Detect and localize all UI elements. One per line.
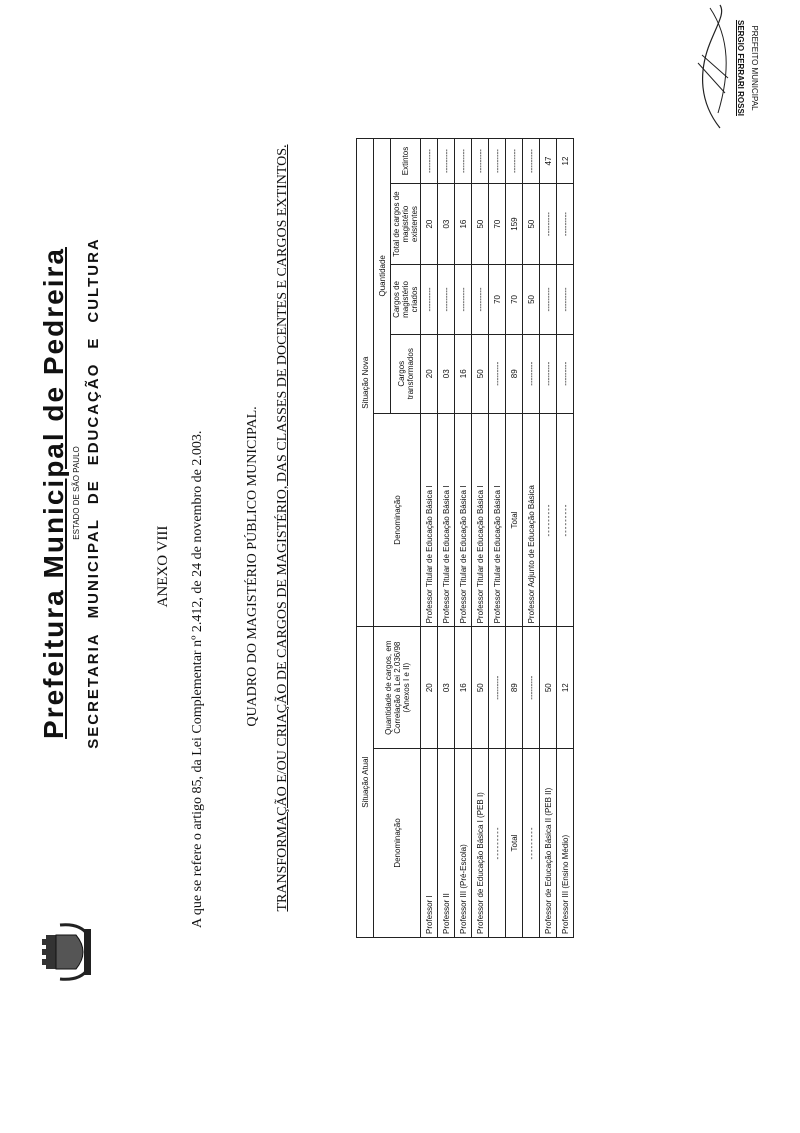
- cell-denominacao-nova: Professor Titular de Educação Básica I: [438, 413, 455, 627]
- cell-quantidade-atual: 50: [472, 627, 489, 749]
- cell-denominacao-nova: Professor Adjunto de Educação Básica: [523, 413, 540, 627]
- cell-transformados: ---------: [523, 334, 540, 413]
- cell-criados: ---------: [421, 265, 438, 335]
- cell-denominacao-atual: Professor de Educação Básica I (PEB I): [472, 748, 489, 937]
- cell-quantidade-atual: 16: [455, 627, 472, 749]
- cell-denominacao-atual: ---------: [489, 748, 506, 937]
- cell-transformados: ---------: [489, 334, 506, 413]
- cell-denominacao-nova: ---------: [540, 413, 557, 627]
- cell-quantidade-atual: ---------: [523, 627, 540, 749]
- cell-denominacao-atual: Professor III (Pré-Escola): [455, 748, 472, 937]
- cell-extintos: ---------: [489, 139, 506, 184]
- cell-criados: ---------: [472, 265, 489, 335]
- quadro-title: QUADRO DO MAGISTÉRIO PÚBLICO MUNICIPAL.: [245, 406, 260, 727]
- total-criados: 70: [506, 265, 523, 335]
- cell-total: 70: [489, 184, 506, 265]
- table-row: [472, 139, 489, 938]
- cell-quantidade-atual: ---------: [489, 627, 506, 749]
- col-header-quantidade-atual: Quantidade de cargos, em Correlação à Lei 2.036/98 (Anexos I e II): [374, 627, 421, 749]
- signature-name: SERGIO FERRARI ROSSI: [736, 19, 745, 116]
- annex-title: ANEXO VIII: [155, 525, 171, 608]
- total-quantidade-atual: 89: [506, 627, 523, 749]
- cell-denominacao-nova: Professor Titular de Educação Básica I: [421, 413, 438, 627]
- secretaria-word: SECRETARIA: [85, 632, 102, 749]
- total-existentes: 159: [506, 184, 523, 265]
- municipal-crest-icon: [40, 921, 98, 983]
- cell-total: 03: [438, 184, 455, 265]
- table-row: [489, 139, 506, 938]
- cell-extintos: ---------: [455, 139, 472, 184]
- signature-scribble: [690, 3, 740, 133]
- cell-denominacao-nova: Professor Titular de Educação Básica I: [489, 413, 506, 627]
- cell-denominacao-atual: Professor II: [438, 748, 455, 937]
- cell-quantidade-atual: 20: [421, 627, 438, 749]
- table-row: [438, 139, 455, 938]
- cell-denominacao-nova: Professor Titular de Educação Básica I: [455, 413, 472, 627]
- cell-transformados: ---------: [557, 334, 574, 413]
- cell-denominacao-atual: Professor de Educação Básica II (PEB II): [540, 748, 557, 937]
- group-header-atual: Situação Atual: [357, 627, 374, 938]
- cell-transformados: 50: [472, 334, 489, 413]
- cell-total: 50: [523, 184, 540, 265]
- cell-total: ---------: [540, 184, 557, 265]
- table-row: [557, 139, 574, 938]
- cell-total: 50: [472, 184, 489, 265]
- col-header-criados: Cargos de magistério criados: [391, 265, 421, 335]
- cell-denominacao-nova: ---------: [557, 413, 574, 627]
- cell-criados: ---------: [557, 265, 574, 335]
- col-header-transformados: Cargos transformados: [391, 334, 421, 413]
- cell-criados: 70: [489, 265, 506, 335]
- cell-total: 16: [455, 184, 472, 265]
- table-row: [421, 139, 438, 938]
- table-row: [523, 139, 540, 938]
- cell-denominacao-atual: Professor I: [421, 748, 438, 937]
- cell-quantidade-atual: 03: [438, 627, 455, 749]
- cell-criados: ---------: [540, 265, 557, 335]
- signature-block: [690, 13, 759, 133]
- col-header-denominacao-atual: Denominação: [374, 748, 421, 937]
- cell-denominacao-atual: Professor III (Ensino Médio): [557, 748, 574, 937]
- cell-criados: 50: [523, 265, 540, 335]
- municipality-title: Prefeitura Municipal de Pedreira: [38, 247, 69, 739]
- secretaria-word: E: [85, 336, 102, 349]
- secretaria-word: MUNICIPAL: [85, 518, 102, 619]
- cell-extintos: ---------: [472, 139, 489, 184]
- cell-transformados: 16: [455, 334, 472, 413]
- secretaria-line: [85, 73, 102, 913]
- signature-role: PREFEITO MUNICIPAL: [750, 25, 759, 111]
- intro-text: A que se refere o artigo 85, da Lei Complementar nº 2.412, de 24 de novembro de 2.003.: [190, 430, 205, 928]
- cell-extintos: 12: [557, 139, 574, 184]
- group-header-quantidade: Quantidade: [374, 139, 391, 414]
- col-header-total-existentes: Total de cargos de magistério existentes: [391, 184, 421, 265]
- transformation-title: TRANSFORMAÇÃO E/OU CRIAÇÃO DE CARGOS DE MAGISTÉRIO, DAS CLASSES DE DOCENTES E CARGOS EXTINTOS.: [275, 144, 290, 912]
- col-header-extintos: Extintos: [391, 139, 421, 184]
- cell-transformados: ---------: [540, 334, 557, 413]
- cell-criados: ---------: [455, 265, 472, 335]
- cell-transformados: 03: [438, 334, 455, 413]
- total-transformados: 89: [506, 334, 523, 413]
- letterhead: [38, 73, 102, 913]
- cell-total: ---------: [557, 184, 574, 265]
- cell-criados: ---------: [438, 265, 455, 335]
- secretaria-word: EDUCAÇÃO: [85, 362, 102, 466]
- table-row: [540, 139, 557, 938]
- cell-extintos: 47: [540, 139, 557, 184]
- total-extintos: ---------: [506, 139, 523, 184]
- cell-quantidade-atual: 50: [540, 627, 557, 749]
- group-header-nova: Situação Nova: [357, 139, 374, 627]
- table-row: [455, 139, 472, 938]
- cell-transformados: 20: [421, 334, 438, 413]
- cell-total: 20: [421, 184, 438, 265]
- col-header-denominacao-nova: Denominação: [374, 413, 421, 627]
- secretaria-word: DE: [85, 479, 102, 505]
- total-label-atual: Total: [506, 748, 523, 937]
- cell-quantidade-atual: 12: [557, 627, 574, 749]
- total-row: [506, 139, 523, 938]
- cell-denominacao-atual: ---------: [523, 748, 540, 937]
- total-label-nova: Total: [506, 413, 523, 627]
- cell-extintos: ---------: [438, 139, 455, 184]
- cell-extintos: ---------: [523, 139, 540, 184]
- state-label: ESTADO DE SÃO PAULO: [72, 446, 81, 540]
- cell-denominacao-nova: Professor Titular de Educação Básica I: [472, 413, 489, 627]
- positions-table: [356, 138, 574, 938]
- secretaria-word: CULTURA: [85, 237, 102, 323]
- cell-extintos: ---------: [421, 139, 438, 184]
